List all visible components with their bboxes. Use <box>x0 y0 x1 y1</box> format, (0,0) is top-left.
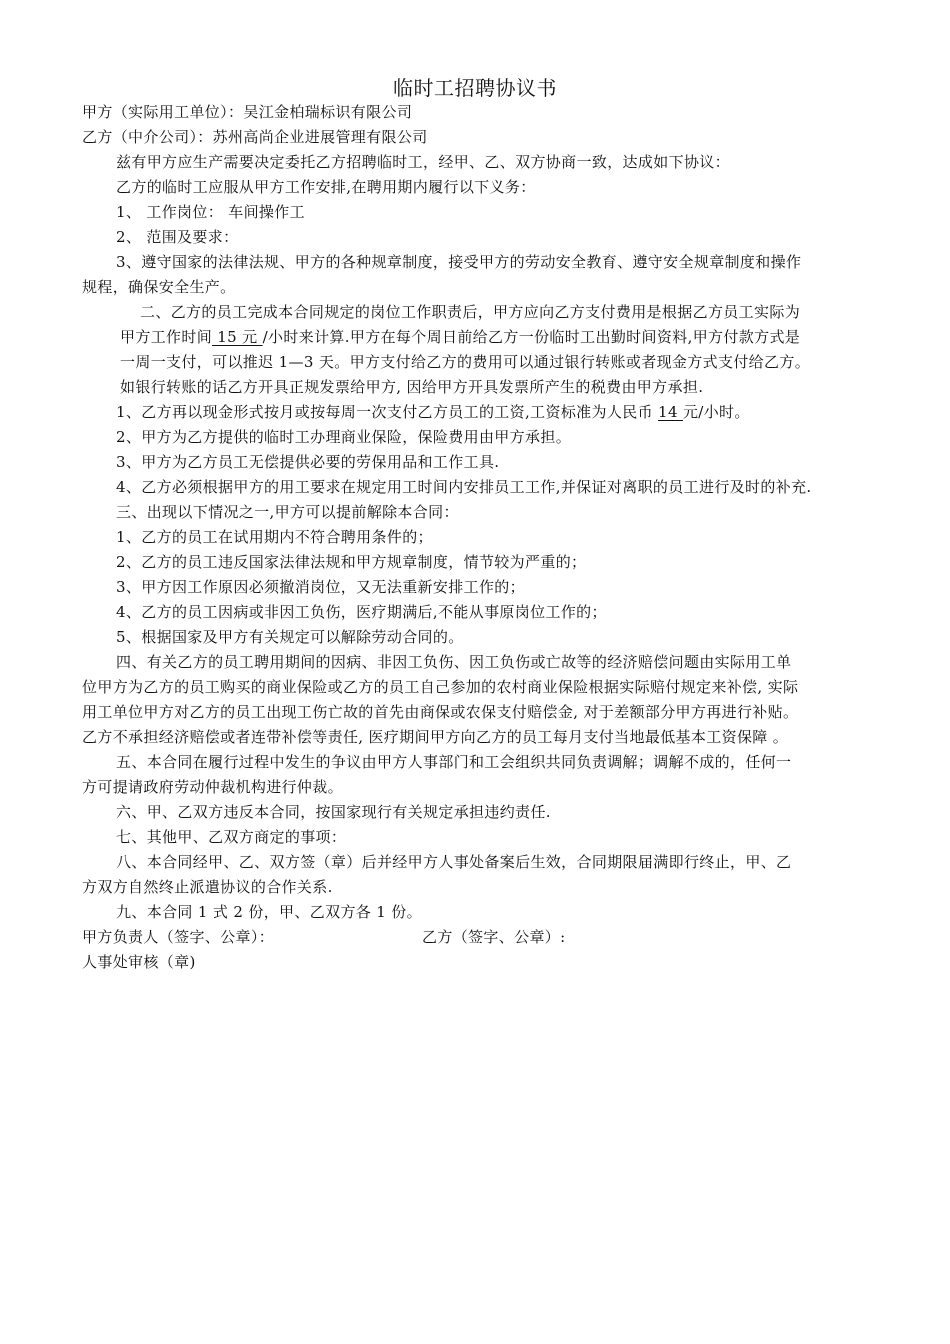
section2-line2-suffix: /小时来计算.甲方在每个周日前给乙方一份临时工出勤时间资料,甲方付款方式是 <box>262 328 801 346</box>
section2-item2: 2、甲方为乙方提供的临时工办理商业保险，保险费用由甲方承担。 <box>116 428 572 446</box>
section3-item5: 5、根据国家及甲方有关规定可以解除劳动合同的。 <box>116 628 464 646</box>
section2-item1-prefix: 1、乙方再以现金形式按月或按每周一次支付乙方员工的工资,工资标准为人民币 <box>116 403 659 421</box>
section5-line1: 五、本合同在履行过程中发生的争议由甲方人事部门和工会组织共同负责调解；调解不成的，任何一 <box>116 753 792 771</box>
section8-line1: 八、本合同经甲、乙、双方签（章）后并经甲方人事处备案后生效，合同期限届满即行终止，甲、乙 <box>116 853 792 871</box>
section1-item1: 1、 工作岗位： 车间操作工 <box>116 203 305 221</box>
hr-review-label: 人事处审核（章) <box>82 953 196 971</box>
section2-item1-suffix: 元/小时。 <box>682 403 750 421</box>
section2-item3: 3、甲方为乙方员工无偿提供必要的劳保用品和工作工具. <box>116 453 500 471</box>
section6-line: 六、甲、乙双方违反本合同，按国家现行有关规定承担违约责任. <box>116 803 551 821</box>
hourly-fee-value: 15 元 <box>212 328 263 346</box>
section8-line2: 方双方自然终止派遣协议的合作关系. <box>82 878 333 896</box>
section7-line: 七、其他甲、乙双方商定的事项： <box>116 828 347 846</box>
section1-lead: 乙方的临时工应服从甲方工作安排,在聘用期内履行以下义务： <box>116 178 536 196</box>
section9-line: 九、本合同 1 式 2 份，甲、乙双方各 1 份。 <box>116 903 422 921</box>
section3-item1: 1、乙方的员工在试用期内不符合聘用条件的； <box>116 528 433 546</box>
section3-item3: 3、甲方因工作原因必须撤消岗位，又无法重新安排工作的； <box>116 578 525 596</box>
section2-line2 <box>120 325 920 349</box>
section2-line4: 如银行转账的话乙方开具正规发票给甲方, 因给甲方开具发票所产生的税费由甲方承担. <box>120 378 704 396</box>
section4-line1: 四、有关乙方的员工聘用期间的因病、非因工负伤、因工负伤或亡故等的经济赔偿问题由实际用工单 <box>116 653 792 671</box>
document-title: 临时工招聘协议书 <box>393 76 557 100</box>
section1-item2: 2、 范围及要求： <box>116 228 239 246</box>
section1-item3-line1: 3、遵守国家的法律法规、甲方的各种规章制度，接受甲方的劳动安全教育、遵守安全规章制度和操作 <box>116 253 802 271</box>
section3-item2: 2、乙方的员工违反国家法律法规和甲方规章制度，情节较为严重的； <box>116 553 587 571</box>
section2-line2-prefix: 甲方工作时间 <box>120 328 213 346</box>
section5-line2: 方可提请政府劳动仲裁机构进行仲裁。 <box>82 778 343 796</box>
section3-lead: 三、出现以下情况之一,甲方可以提前解除本合同： <box>116 503 459 521</box>
party-a-line: 甲方（实际用工单位）：吴江金柏瑞标识有限公司 <box>82 103 413 121</box>
section3-item4: 4、乙方的员工因病或非因工负伤，医疗期满后,不能从事原岗位工作的； <box>116 603 607 621</box>
intro-paragraph: 兹有甲方应生产需要决定委托乙方招聘临时工，经甲、乙、双方协商一致，达成如下协议： <box>116 153 731 171</box>
party-b-signature-label: 乙方（签字、公章）: <box>422 928 566 946</box>
section4-line3: 用工单位甲方对乙方的员工出现工伤亡故的首先由商保或农保支付赔偿金, 对于差额部分甲方再进行补贴。 <box>82 703 799 721</box>
section4-line4: 乙方不承担经济赔偿或者连带补偿等责任, 医疗期间甲方向乙方的员工每月支付当地最低基本工资保障 。 <box>82 728 789 746</box>
wage-rate-value: 14 <box>658 403 683 421</box>
section2-line1: 二、乙方的员工完成本合同规定的岗位工作职责后，甲方应向乙方支付费用是根据乙方员工实际为 <box>140 303 801 321</box>
party-a-signature-label: 甲方负责人（签字、公章）： <box>82 928 275 946</box>
section2-line3: 一周一支付，可以推迟 1—3 天。甲方支付给乙方的费用可以通过银行转账或者现金方式支付给乙方。 <box>120 353 811 371</box>
signature-row <box>82 925 882 949</box>
section4-line2: 位甲方为乙方的员工购买的商业保险或乙方的员工自己参加的农村商业保险根据实际赔付规定来补偿, 实际 <box>82 678 799 696</box>
party-b-line: 乙方（中介公司）：苏州高尚企业进展管理有限公司 <box>82 128 428 146</box>
section2-item1 <box>116 400 916 424</box>
section1-item3-line2: 规程，确保安全生产。 <box>82 278 236 296</box>
section2-item4: 4、乙方必须根据甲方的用工要求在规定用工时间内安排员工工作,并保证对离职的员工进行及时的补充. <box>116 478 812 496</box>
